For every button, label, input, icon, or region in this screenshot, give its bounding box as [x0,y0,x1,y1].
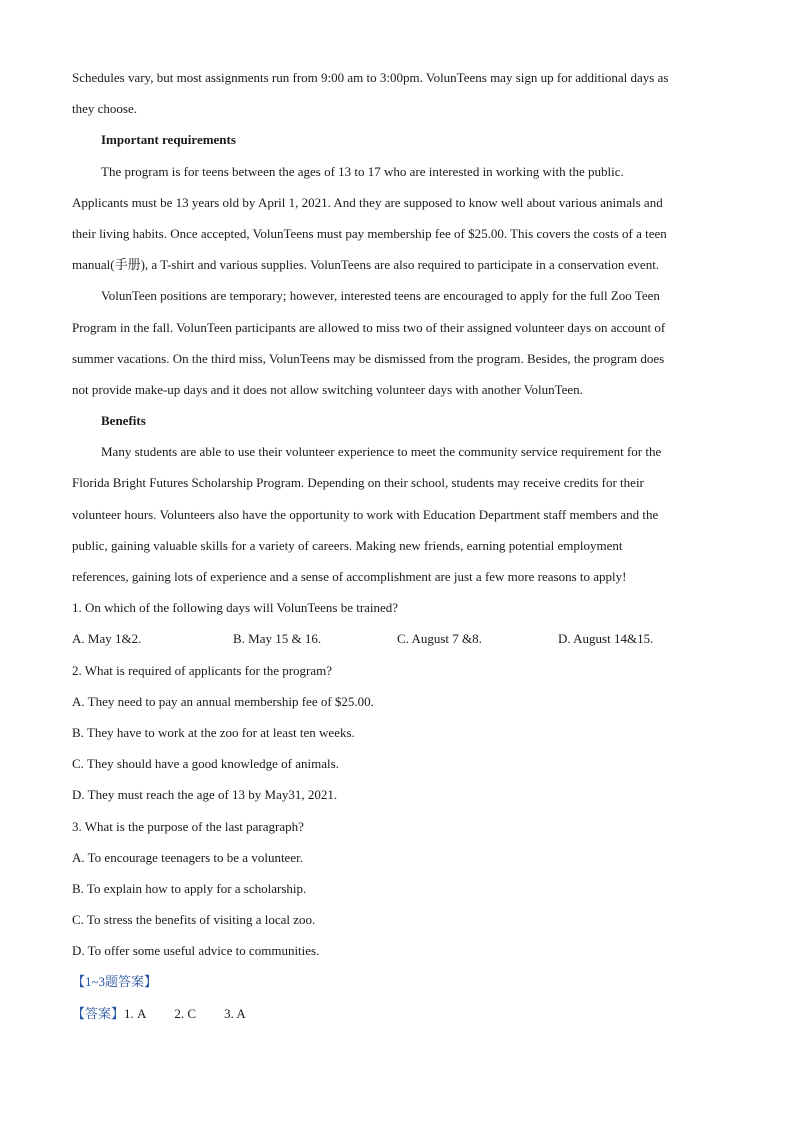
question-3-stem: 3. What is the purpose of the last paragraph? [72,818,304,834]
section-heading-benefits: Benefits [101,413,146,429]
question-3-option-c: C. To stress the benefits of visiting a local zoo. [72,912,316,928]
answer-1: 1. A [124,1005,147,1021]
answer-2: 2. C [174,1005,197,1021]
passage-line: public, gaining valuable skills for a variety of careers. Making new friends, earning potential employment [72,537,623,553]
passage-line: Schedules vary, but most assignments run from 9:00 am to 3:00pm. VolunTeens may sign up for additional days as [72,70,669,85]
passage-line: Applicants must be 13 years old by April 1, 2021. And they are supposed to know well about various animals and [72,194,663,210]
document-page [72,62,722,1029]
passage-line: Program in the fall. VolunTeen participants are allowed to miss two of their assigned volunteer days on account of [72,319,666,335]
passage-line: their living habits. Once accepted, VolunTeens must pay membership fee of $25.00. This covers the costs of a teen [72,225,667,241]
question-1-option-c: C. August 7 &8. [397,631,482,647]
passage-line: VolunTeen positions are temporary; however, interested teens are encouraged to apply for the full Zoo Teen [101,288,660,304]
question-3-option-b: B. To explain how to apply for a scholarship. [72,880,307,896]
answer-section-label: 【1~3题答案】 [72,974,158,990]
passage-line: references, gaining lots of experience and a sense of accomplishment are just a few more reasons to apply! [72,569,627,584]
question-2-option-a: A. They need to pay an annual membership fee of $25.00. [72,693,374,709]
question-3-option-d: D. To offer some useful advice to communities. [72,943,320,959]
passage-line: The program is for teens between the ages of 13 to 17 who are interested in working with the public. [101,163,624,179]
question-1-option-b: B. May 15 & 16. [233,631,322,647]
answer-label: 【答案】 [72,1005,125,1021]
question-1-options [72,623,722,654]
question-1-option-d: D. August 14&15. [558,631,654,647]
question-2-option-b: B. They have to work at the zoo for at least ten weeks. [72,724,355,740]
passage-line: they choose. [72,101,137,117]
passage-line: volunteer hours. Volunteers also have the opportunity to work with Education Department staff members and the [72,506,659,522]
passage-line: Florida Bright Futures Scholarship Program. Depending on their school, students may receive credits for their [72,475,644,491]
passage-line: not provide make-up days and it does not allow switching volunteer days with another VolunTeen. [72,381,583,397]
question-1-stem: 1. On which of the following days will VolunTeens be trained? [72,600,399,616]
question-2-option-d: D. They must reach the age of 13 by May31, 2021. [72,787,338,803]
answer-3: 3. A [224,1005,246,1021]
section-heading-requirements: Important requirements [101,132,236,148]
passage-line: manual(手册), a T-shirt and various supplies. VolunTeens are also required to participate in a conservation event. [72,257,660,273]
passage-line: summer vacations. On the third miss, VolunTeens may be dismissed from the program. Besides, the program does [72,350,665,366]
question-2-stem: 2. What is required of applicants for the program? [72,662,333,678]
answer-line [72,998,722,1029]
passage-line: Many students are able to use their volunteer experience to meet the community service requirement for the [101,444,662,460]
question-2-option-c: C. They should have a good knowledge of animals. [72,756,339,772]
question-1-option-a: A. May 1&2. [72,631,142,647]
question-3-option-a: A. To encourage teenagers to be a volunteer. [72,849,303,865]
